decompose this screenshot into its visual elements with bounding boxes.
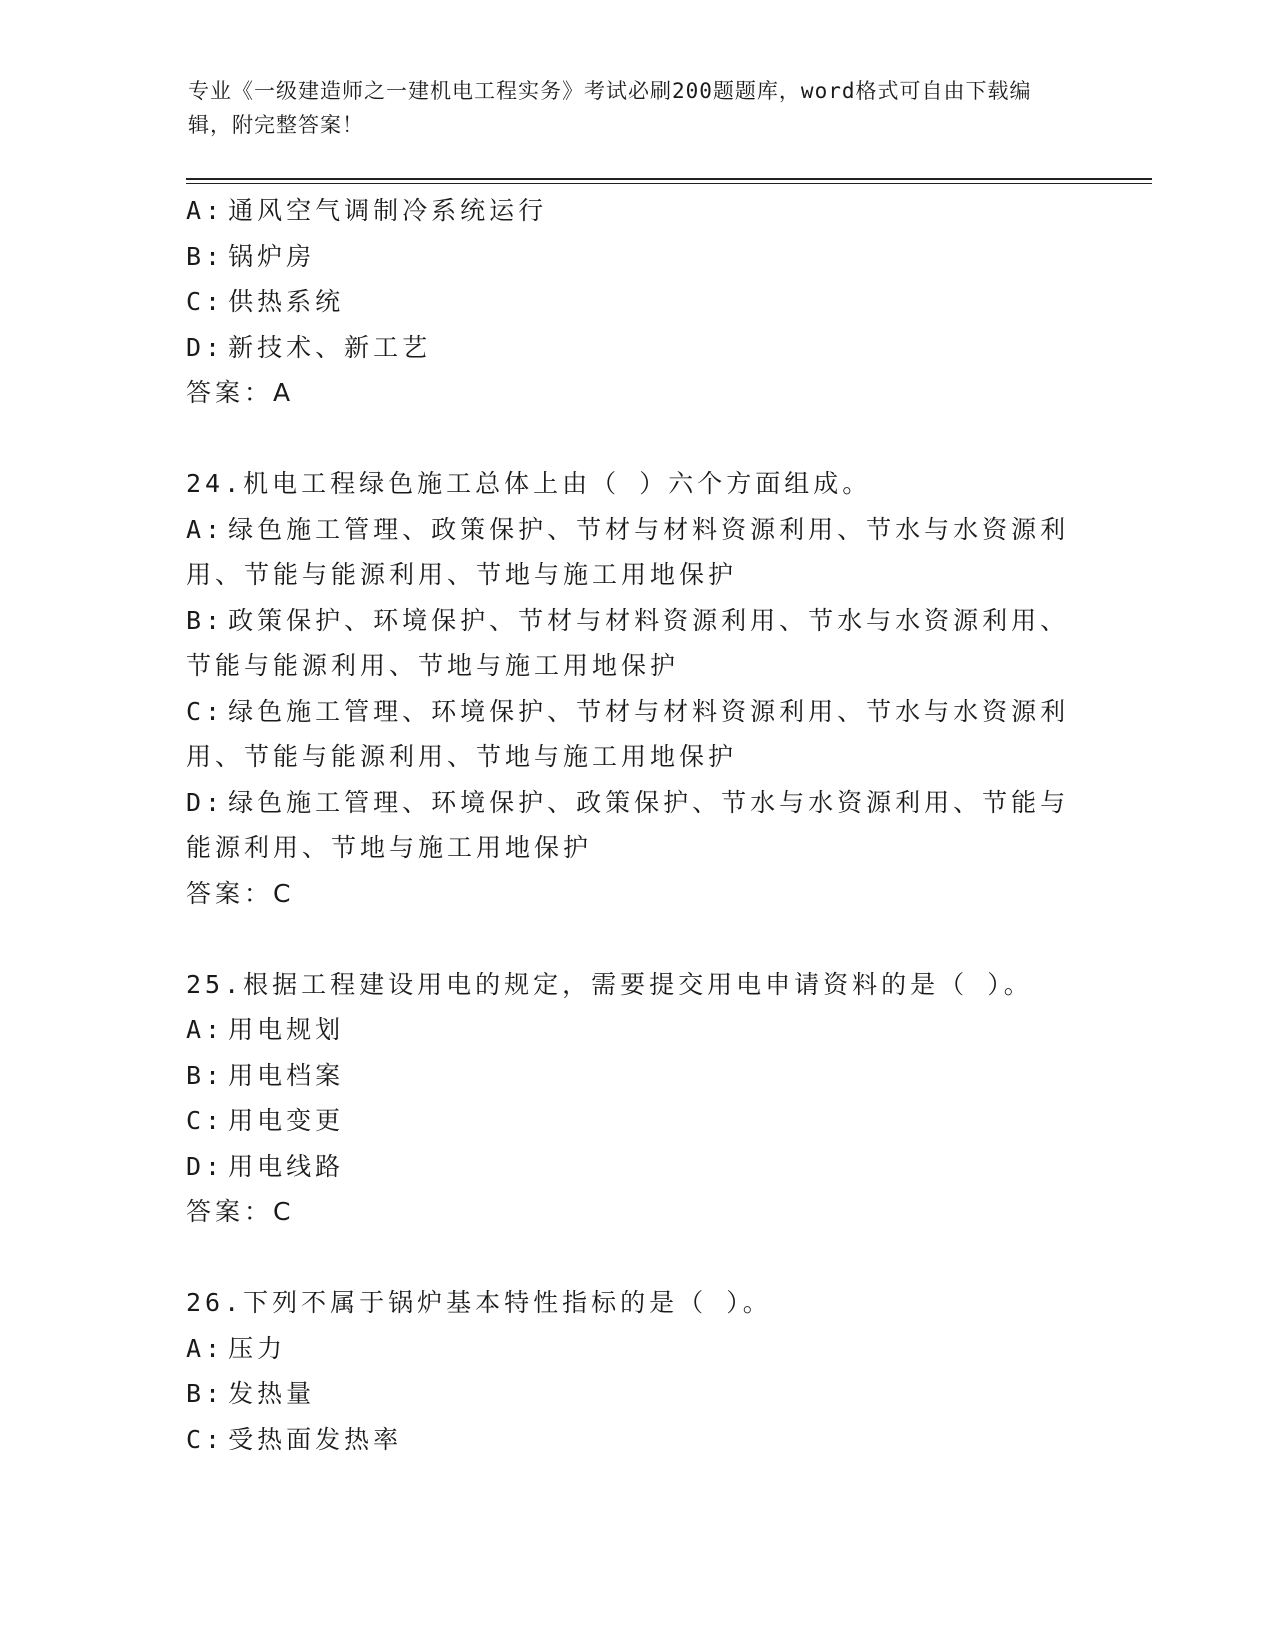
question-23-continued: [186, 188, 1086, 416]
question-stem: 25.根据工程建设用电的规定，需要提交用电申请资料的是（ ）。: [186, 969, 1033, 999]
answer-label: 答案：: [186, 378, 274, 407]
option-a: A: 绿色施工管理、政策保护、节材与材料资源利用、节水与水资源利: [186, 514, 1070, 544]
answer-line: [186, 1189, 1086, 1235]
question-stem: 26.下列不属于锅炉基本特性指标的是（ ）。: [186, 1288, 772, 1317]
header-rule-thin: [186, 183, 1152, 184]
option-c: C: 受热面发热率: [186, 1424, 403, 1454]
answer-line: [186, 871, 1086, 917]
option-b-continued: 节能与能源利用、节地与施工用地保护: [186, 651, 680, 680]
option-b: B: 发热量: [186, 1379, 316, 1408]
option-d: D: 绿色施工管理、环境保护、政策保护、节水与水资源利用、节能与: [186, 787, 1070, 817]
question-stem: 24.机电工程绿色施工总体上由（ ）六个方面组成。: [186, 469, 872, 498]
option-c-continued: 用、节能与能源利用、节地与施工用地保护: [186, 742, 738, 771]
answer-label: 答案：: [186, 1197, 274, 1226]
question-content: [186, 188, 1086, 1462]
option-b: B: 政策保护、环境保护、节材与材料资源利用、节水与水资源利用、: [186, 605, 1070, 635]
option-d-continued: 能源利用、节地与施工用地保护: [186, 833, 593, 862]
option-d: D: 用电线路: [186, 1151, 345, 1181]
answer-value: C: [273, 1197, 292, 1226]
document-header: 专业《一级建造师之一建机电工程实务》考试必刷200题题库，word格式可自由下载编辑，附完整答案！: [188, 79, 1032, 137]
option-a: A: 压力: [186, 1333, 287, 1363]
question-24: [186, 461, 1086, 916]
spacer: [186, 416, 1086, 462]
option-d: D: 新技术、新工艺: [186, 332, 432, 362]
option-c: C: 供热系统: [186, 287, 345, 316]
option-a: A: 用电规划: [186, 1015, 345, 1044]
answer-value: C: [273, 878, 292, 908]
spacer: [186, 1235, 1086, 1281]
option-b: B: 用电档案: [186, 1060, 345, 1090]
header-rule-thick: [186, 178, 1152, 180]
option-a: A: 通风空气调制冷系统运行: [186, 196, 548, 225]
answer-value: A: [273, 378, 292, 407]
option-b: B: 锅炉房: [186, 241, 316, 271]
question-26: [186, 1280, 1086, 1462]
option-a-continued: 用、节能与能源利用、节地与施工用地保护: [186, 560, 738, 589]
question-25: [186, 962, 1086, 1235]
spacer: [186, 916, 1086, 962]
answer-label: 答案：: [186, 878, 274, 908]
answer-line: [186, 370, 1086, 416]
option-c: C: 用电变更: [186, 1106, 345, 1135]
option-c: C: 绿色施工管理、环境保护、节材与材料资源利用、节水与水资源利: [186, 696, 1070, 726]
